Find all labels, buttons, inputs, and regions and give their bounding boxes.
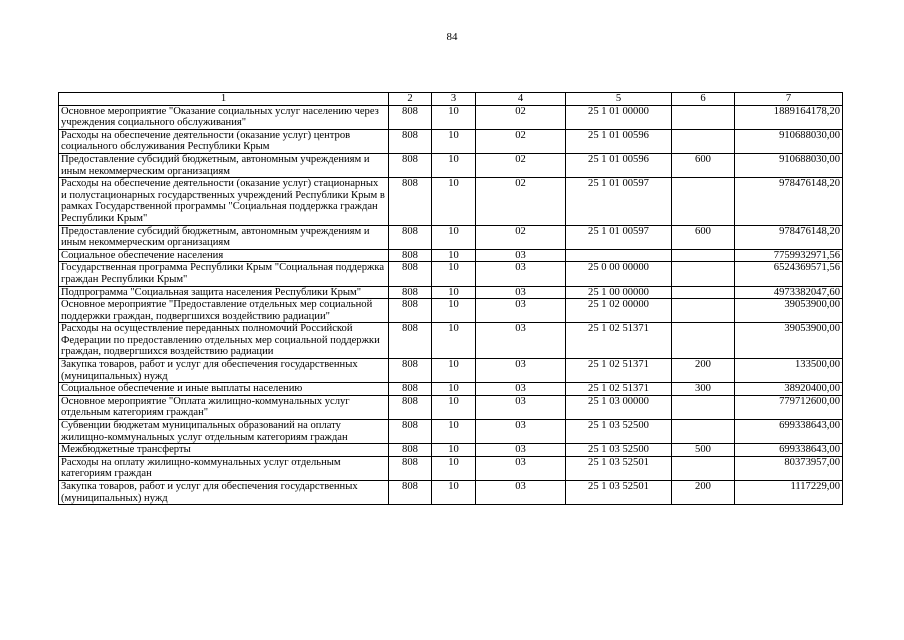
amount-cell: 7759932971,56 xyxy=(735,249,843,262)
expense-name-cell: Предоставление субсидий бюджетным, автономным учреждениям и иным некоммерческим организациям xyxy=(59,153,389,177)
table-row xyxy=(59,383,843,396)
expense-type-cell xyxy=(672,395,735,419)
expense-type-cell xyxy=(672,262,735,286)
subsection-code-cell: 03 xyxy=(476,299,566,323)
section-code-cell: 10 xyxy=(432,262,476,286)
target-article-cell: 25 1 00 00000 xyxy=(566,286,672,299)
amount-cell: 39053900,00 xyxy=(735,323,843,359)
section-code-cell: 10 xyxy=(432,178,476,225)
amount-cell: 39053900,00 xyxy=(735,299,843,323)
amount-cell: 699338643,00 xyxy=(735,444,843,457)
table-row xyxy=(59,262,843,286)
expense-type-cell: 500 xyxy=(672,444,735,457)
section-code-cell: 10 xyxy=(432,456,476,480)
target-article-cell: 25 1 02 51371 xyxy=(566,359,672,383)
table-row xyxy=(59,456,843,480)
section-code-cell: 10 xyxy=(432,444,476,457)
expense-type-cell xyxy=(672,178,735,225)
subsection-code-cell: 03 xyxy=(476,420,566,444)
expense-name-cell: Расходы на осуществление переданных полномочий Российской Федерации по предоставлению отдельных мер социальной поддержки граждан, подвергшихся воздействию радиации xyxy=(59,323,389,359)
section-code-cell: 10 xyxy=(432,359,476,383)
table-row xyxy=(59,129,843,153)
subsection-code-cell: 03 xyxy=(476,481,566,505)
target-article-cell: 25 1 03 52501 xyxy=(566,456,672,480)
target-article-cell: 25 1 03 52501 xyxy=(566,481,672,505)
amount-cell: 910688030,00 xyxy=(735,153,843,177)
table-row xyxy=(59,225,843,249)
amount-cell: 978476148,20 xyxy=(735,225,843,249)
department-code-cell: 808 xyxy=(389,286,432,299)
amount-cell: 38920400,00 xyxy=(735,383,843,396)
expense-type-cell: 300 xyxy=(672,383,735,396)
department-code-cell: 808 xyxy=(389,395,432,419)
subsection-code-cell: 02 xyxy=(476,178,566,225)
target-article-cell: 25 1 01 00597 xyxy=(566,225,672,249)
target-article-cell: 25 1 01 00597 xyxy=(566,178,672,225)
department-code-cell: 808 xyxy=(389,249,432,262)
section-code-cell: 10 xyxy=(432,420,476,444)
expense-name-cell: Социальное обеспечение и иные выплаты населению xyxy=(59,383,389,396)
expense-type-cell xyxy=(672,286,735,299)
department-code-cell: 808 xyxy=(389,225,432,249)
section-code-cell: 10 xyxy=(432,129,476,153)
table-row xyxy=(59,286,843,299)
table-row xyxy=(59,444,843,457)
amount-cell: 779712600,00 xyxy=(735,395,843,419)
expense-type-cell xyxy=(672,299,735,323)
department-code-cell: 808 xyxy=(389,105,432,129)
expense-name-cell: Подпрограмма "Социальная защита населения Республики Крым" xyxy=(59,286,389,299)
table-row xyxy=(59,359,843,383)
header-cell: 2 xyxy=(389,93,432,106)
target-article-cell: 25 1 01 00596 xyxy=(566,129,672,153)
expense-type-cell xyxy=(672,323,735,359)
table-row xyxy=(59,420,843,444)
target-article-cell: 25 1 02 51371 xyxy=(566,383,672,396)
header-cell: 6 xyxy=(672,93,735,106)
section-code-cell: 10 xyxy=(432,323,476,359)
department-code-cell: 808 xyxy=(389,153,432,177)
table-row xyxy=(59,153,843,177)
target-article-cell: 25 1 03 52500 xyxy=(566,444,672,457)
expense-type-cell: 600 xyxy=(672,225,735,249)
expense-name-cell: Расходы на обеспечение деятельности (оказание услуг) центров социального обслуживания Республики Крым xyxy=(59,129,389,153)
target-article-cell: 25 1 02 51371 xyxy=(566,323,672,359)
expense-name-cell: Закупка товаров, работ и услуг для обеспечения государственных (муниципальных) нужд xyxy=(59,359,389,383)
department-code-cell: 808 xyxy=(389,129,432,153)
expense-name-cell: Государственная программа Республики Крым "Социальная поддержка граждан Республики Крым" xyxy=(59,262,389,286)
expense-name-cell: Предоставление субсидий бюджетным, автономным учреждениям и иным некоммерческим организациям xyxy=(59,225,389,249)
target-article-cell: 25 1 03 00000 xyxy=(566,395,672,419)
expense-name-cell: Субвенции бюджетам муниципальных образований на оплату жилищно-коммунальных услуг отдельным категориям граждан xyxy=(59,420,389,444)
department-code-cell: 808 xyxy=(389,456,432,480)
department-code-cell: 808 xyxy=(389,481,432,505)
expense-type-cell xyxy=(672,129,735,153)
subsection-code-cell: 02 xyxy=(476,129,566,153)
section-code-cell: 10 xyxy=(432,153,476,177)
department-code-cell: 808 xyxy=(389,262,432,286)
expense-type-cell: 200 xyxy=(672,359,735,383)
table-row xyxy=(59,105,843,129)
subsection-code-cell: 03 xyxy=(476,249,566,262)
subsection-code-cell: 02 xyxy=(476,225,566,249)
section-code-cell: 10 xyxy=(432,225,476,249)
subsection-code-cell: 03 xyxy=(476,395,566,419)
subsection-code-cell: 03 xyxy=(476,444,566,457)
subsection-code-cell: 02 xyxy=(476,153,566,177)
expense-name-cell: Межбюджетные трансферты xyxy=(59,444,389,457)
table-row xyxy=(59,323,843,359)
header-row xyxy=(59,93,843,106)
expense-type-cell xyxy=(672,105,735,129)
department-code-cell: 808 xyxy=(389,444,432,457)
target-article-cell: 25 1 01 00596 xyxy=(566,153,672,177)
department-code-cell: 808 xyxy=(389,178,432,225)
page-number: 84 xyxy=(446,31,458,43)
budget-table xyxy=(58,92,843,505)
section-code-cell: 10 xyxy=(432,286,476,299)
target-article-cell xyxy=(566,249,672,262)
amount-cell: 133500,00 xyxy=(735,359,843,383)
subsection-code-cell: 03 xyxy=(476,286,566,299)
header-cell: 1 xyxy=(59,93,389,106)
header-cell: 5 xyxy=(566,93,672,106)
expense-name-cell: Расходы на оплату жилищно-коммунальных услуг отдельным категориям граждан xyxy=(59,456,389,480)
expense-name-cell: Расходы на обеспечение деятельности (оказание услуг) стационарных и полустационарных государственных учреждений Республики Крым в рамках Государственной программы "Социальная поддержка граждан Республики Крым" xyxy=(59,178,389,225)
amount-cell: 699338643,00 xyxy=(735,420,843,444)
table-body xyxy=(59,105,843,505)
table-row xyxy=(59,481,843,505)
expense-type-cell: 600 xyxy=(672,153,735,177)
expense-name-cell: Основное мероприятие "Предоставление отдельных мер социальной поддержки граждан, подвергшихся воздействию радиации" xyxy=(59,299,389,323)
section-code-cell: 10 xyxy=(432,249,476,262)
department-code-cell: 808 xyxy=(389,299,432,323)
target-article-cell: 25 1 02 00000 xyxy=(566,299,672,323)
expense-type-cell xyxy=(672,456,735,480)
table-row xyxy=(59,395,843,419)
expense-type-cell xyxy=(672,249,735,262)
subsection-code-cell: 03 xyxy=(476,323,566,359)
amount-cell: 1117229,00 xyxy=(735,481,843,505)
target-article-cell: 25 0 00 00000 xyxy=(566,262,672,286)
amount-cell: 910688030,00 xyxy=(735,129,843,153)
header-cell: 3 xyxy=(432,93,476,106)
expense-type-cell xyxy=(672,420,735,444)
department-code-cell: 808 xyxy=(389,323,432,359)
header-cell: 4 xyxy=(476,93,566,106)
subsection-code-cell: 03 xyxy=(476,262,566,286)
section-code-cell: 10 xyxy=(432,395,476,419)
amount-cell: 4973382047,60 xyxy=(735,286,843,299)
target-article-cell: 25 1 01 00000 xyxy=(566,105,672,129)
target-article-cell: 25 1 03 52500 xyxy=(566,420,672,444)
section-code-cell: 10 xyxy=(432,481,476,505)
expense-name-cell: Социальное обеспечение населения xyxy=(59,249,389,262)
header-cell: 7 xyxy=(735,93,843,106)
department-code-cell: 808 xyxy=(389,420,432,444)
table-row xyxy=(59,178,843,225)
expense-type-cell: 200 xyxy=(672,481,735,505)
amount-cell: 80373957,00 xyxy=(735,456,843,480)
section-code-cell: 10 xyxy=(432,105,476,129)
table-row xyxy=(59,249,843,262)
table-row xyxy=(59,299,843,323)
department-code-cell: 808 xyxy=(389,359,432,383)
subsection-code-cell: 03 xyxy=(476,456,566,480)
expense-name-cell: Закупка товаров, работ и услуг для обеспечения государственных (муниципальных) нужд xyxy=(59,481,389,505)
expense-name-cell: Основное мероприятие "Оказание социальных услуг населению через учреждения социального обслуживания" xyxy=(59,105,389,129)
subsection-code-cell: 03 xyxy=(476,359,566,383)
subsection-code-cell: 03 xyxy=(476,383,566,396)
subsection-code-cell: 02 xyxy=(476,105,566,129)
amount-cell: 6524369571,56 xyxy=(735,262,843,286)
section-code-cell: 10 xyxy=(432,383,476,396)
department-code-cell: 808 xyxy=(389,383,432,396)
amount-cell: 1889164178,20 xyxy=(735,105,843,129)
amount-cell: 978476148,20 xyxy=(735,178,843,225)
section-code-cell: 10 xyxy=(432,299,476,323)
expense-name-cell: Основное мероприятие "Оплата жилищно-коммунальных услуг отдельным категориям граждан" xyxy=(59,395,389,419)
